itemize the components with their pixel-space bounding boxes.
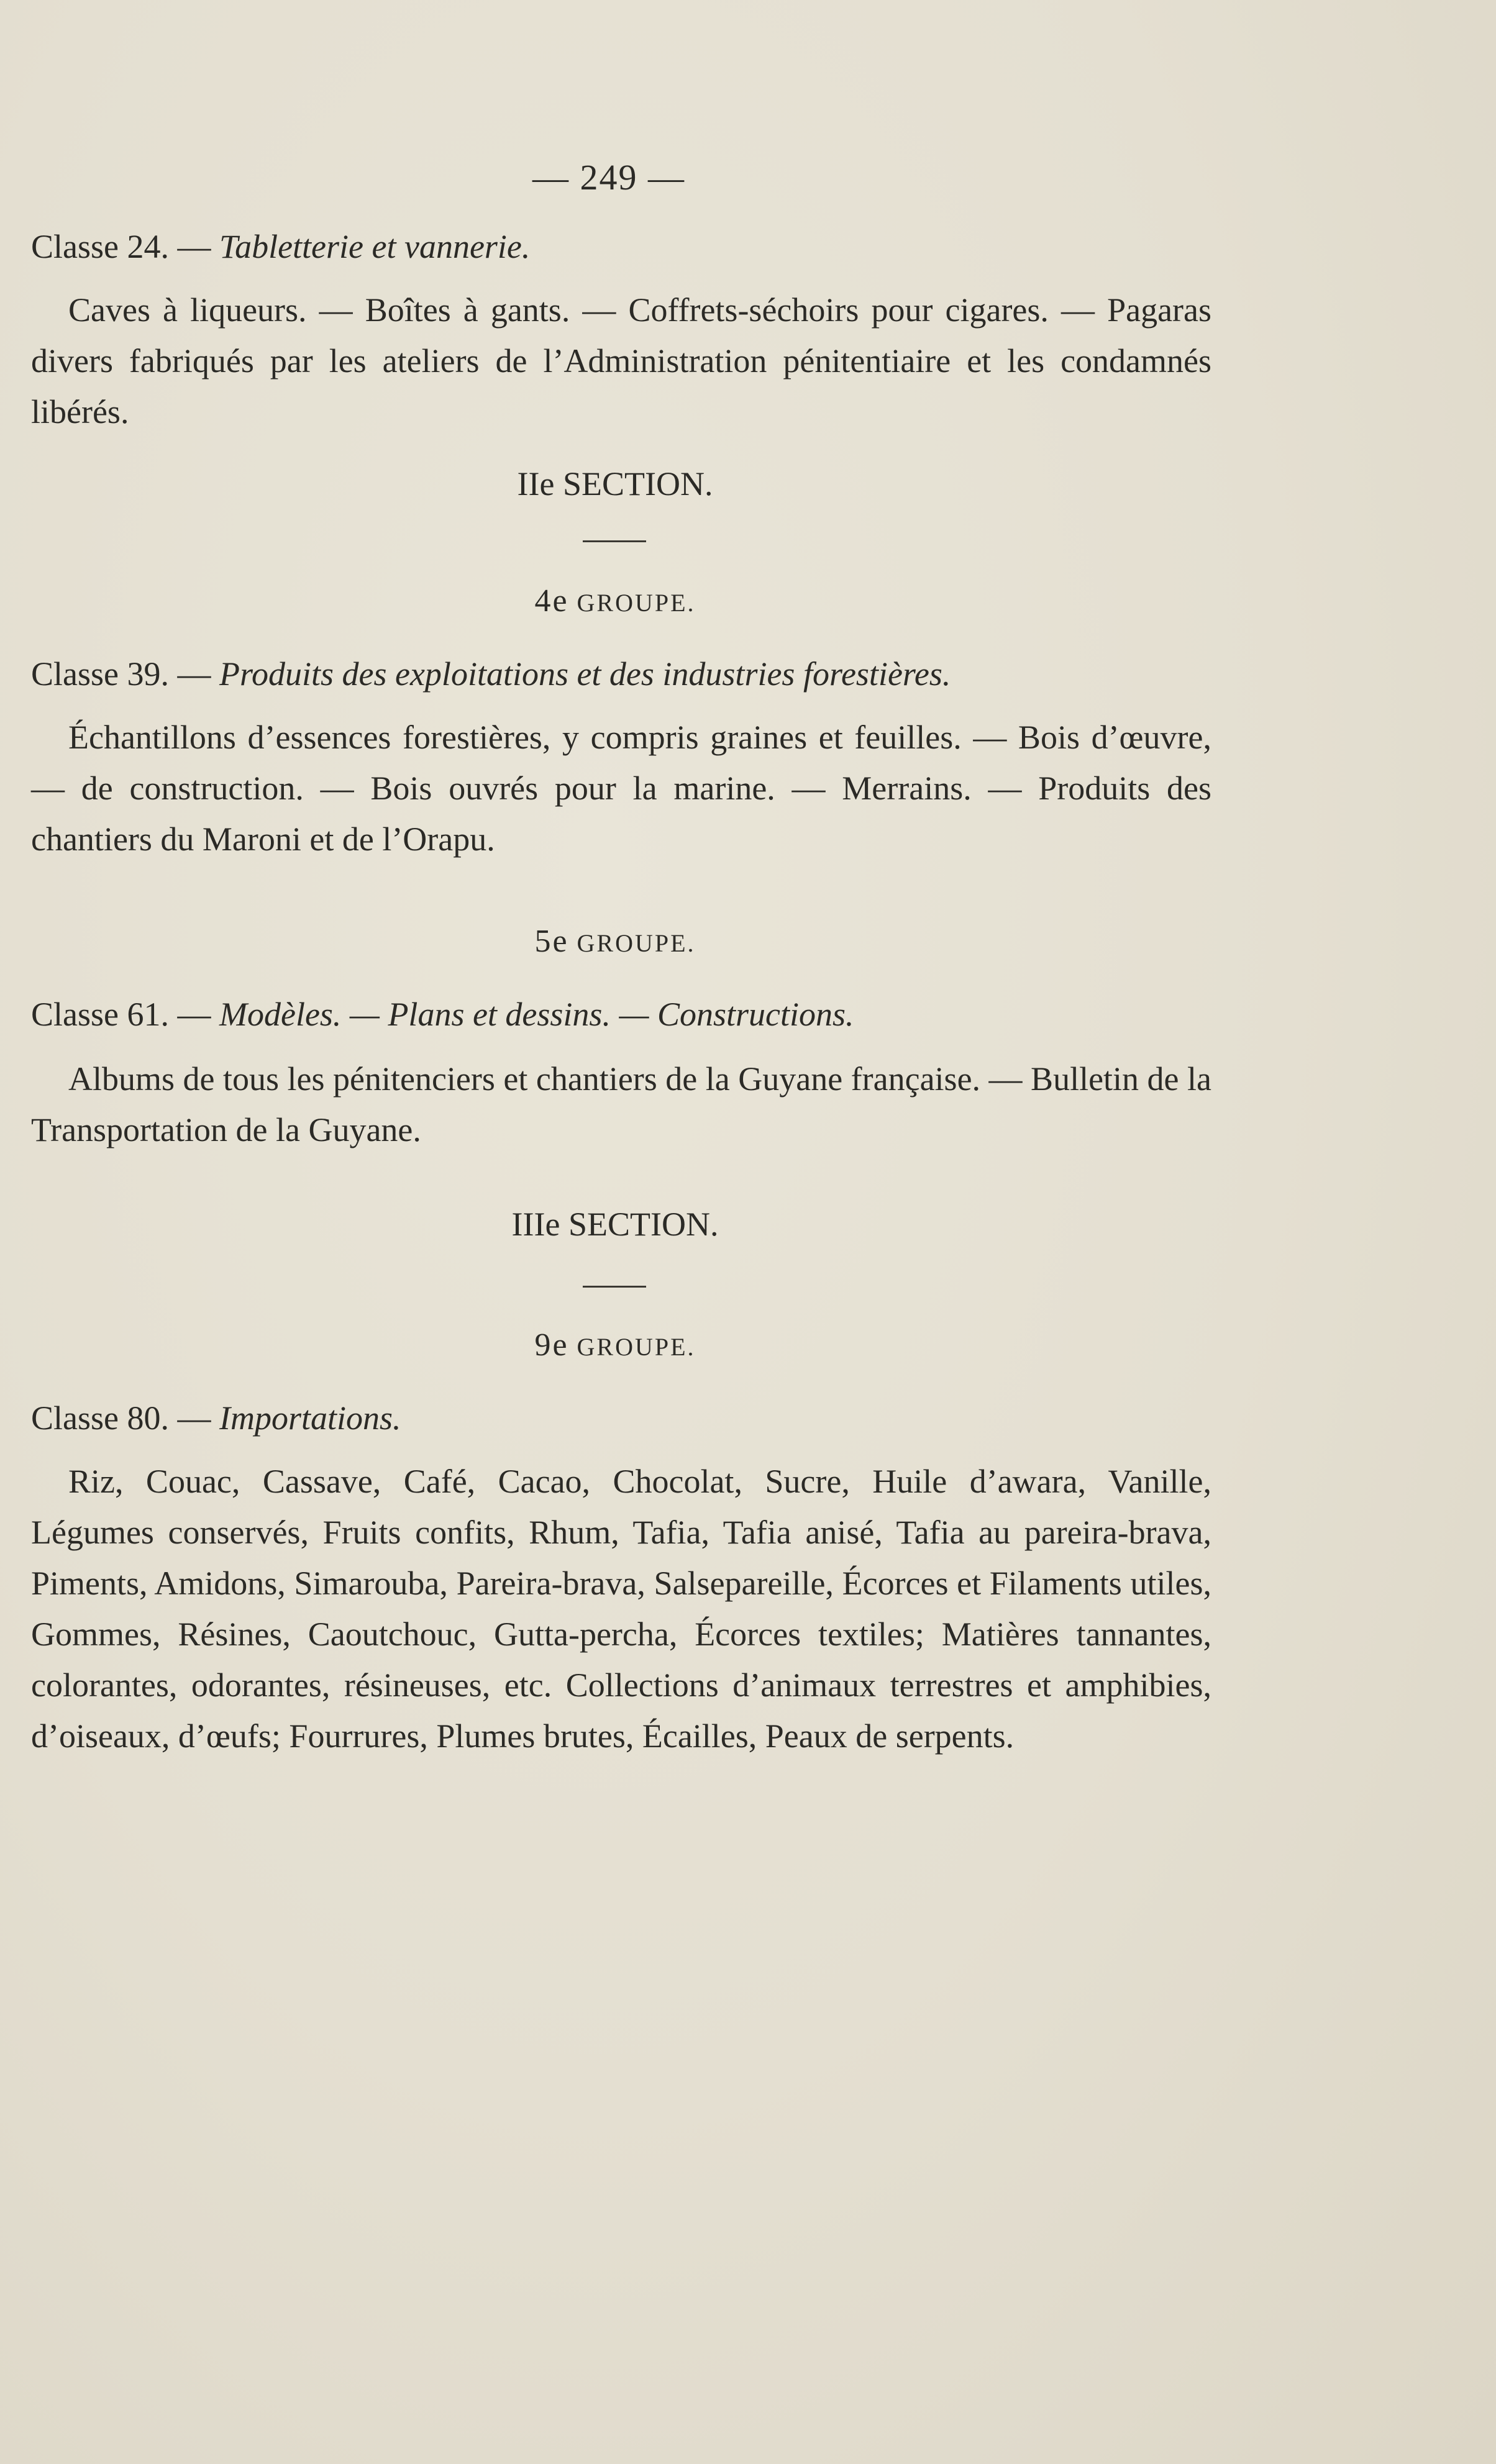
- groupe-4-heading: [0, 583, 1230, 619]
- classe-80-title: Importations.: [219, 1399, 401, 1437]
- groupe-4-label: GROUPE.: [577, 589, 696, 617]
- section-3-heading: IIIe SECTION.: [511, 1206, 719, 1243]
- groupe-4-number: 4e: [534, 583, 569, 619]
- section-2-heading: IIe SECTION.: [517, 465, 713, 502]
- classe-39-heading: [31, 652, 1211, 696]
- classe-80-label: Classe 80. —: [31, 1399, 219, 1437]
- section-3-rule: [583, 1286, 646, 1288]
- classe-24-heading: [31, 225, 1211, 268]
- classe-80-paragraph: Riz, Couac, Cassave, Café, Cacao, Chocolat, Sucre, Huile d’awara, Vanille, Légumes conservés, Fruits confits, Rhum, Tafia, Tafia anisé, Tafia au pareira-brava, Piments, Amidons, Simarouba, Pareira-brava, Salsepareille, Écorces et Filaments utiles, Gommes, Résines, Caoutchouc, Gutta-percha, Écorces textiles; Matières tannantes, colorantes, odorantes, résineuses, etc. Collections d’animaux terrestres et amphibies, d’oiseaux, d’œufs; Fourrures, Plumes brutes, Écailles, Peaux de serpents.: [31, 1463, 1211, 1755]
- classe-61-label: Classe 61. —: [31, 996, 219, 1033]
- classe-61-title: Modèles. — Plans et dessins. — Constructions.: [219, 996, 854, 1033]
- classe-39-label: Classe 39. —: [31, 655, 219, 693]
- groupe-9-heading: [0, 1327, 1230, 1363]
- section-2-rule: [583, 540, 646, 542]
- groupe-9-number: 9e: [534, 1327, 569, 1363]
- classe-24-title: Tabletterie et vannerie.: [219, 228, 531, 265]
- page-number: — 249 —: [532, 157, 685, 198]
- classe-61-heading: [31, 993, 1211, 1036]
- classe-24-label: Classe 24. —: [31, 228, 219, 265]
- classe-24-paragraph: Caves à liqueurs. — Boîtes à gants. — Coffrets-séchoirs pour cigares. — Pagaras divers fabriqués par les ateliers de l’Administration pénitentiaire et les condamnés libérés.: [31, 291, 1211, 430]
- groupe-5-heading: [0, 923, 1230, 960]
- classe-80-heading: [31, 1396, 1211, 1440]
- classe-39-title: Produits des exploitations et des industries forestières.: [219, 655, 951, 693]
- groupe-5-label: GROUPE.: [577, 929, 696, 957]
- classe-61-paragraph: Albums de tous les pénitenciers et chantiers de la Guyane française. — Bulletin de la Transportation de la Guyane.: [31, 1060, 1211, 1148]
- classe-39-paragraph: Échantillons d’essences forestières, y compris graines et feuilles. — Bois d’œuvre, — de construction. — Bois ouvrés pour la marine. — Merrains. — Produits des chantiers du Maroni et de l’Orapu.: [31, 719, 1211, 858]
- groupe-5-number: 5e: [534, 924, 569, 959]
- groupe-9-label: GROUPE.: [577, 1333, 696, 1361]
